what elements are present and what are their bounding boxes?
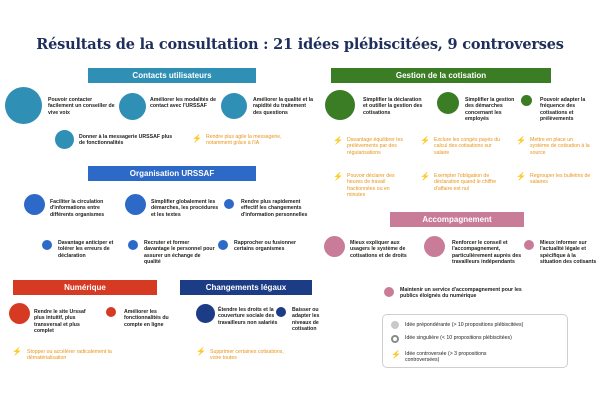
idea-text: Améliorer la qualité et la rapidité du traitement des questions (253, 97, 313, 116)
idea-bubble-small (106, 307, 116, 317)
idea-bubble-small (524, 240, 534, 250)
idea-text: Étendre les droits et la couverture sociale des travailleurs non salariés (218, 307, 278, 326)
band-gestion: Gestion de la cotisation (331, 68, 551, 83)
idea-text: Maintenir un service d'accompagnement pour les publics éloignés du numérique (400, 287, 522, 300)
idea-text: Renforcer le conseil et l'accompagnement, particulièrement auprès des travailleurs indépendants (452, 240, 522, 265)
filled-circle-icon (391, 321, 399, 329)
idea-text: Pouvoir contacter facilement un conseiller de vive voix (48, 97, 115, 116)
idea-bubble-large (325, 90, 355, 120)
idea-text: Rendre plus rapidement effectif les changements d'information personnelles (241, 199, 308, 218)
legend-label: Idée controversée (> 3 propositions controversées) (405, 351, 487, 363)
lightning-icon: ⚡ (391, 350, 401, 359)
band-legal: Changements légaux (180, 280, 312, 295)
idea-bubble-small (384, 287, 394, 297)
idea-bubble-medium (437, 92, 459, 114)
idea-bubble-medium (125, 194, 146, 215)
idea-bubble-medium (24, 194, 45, 215)
controversy-text: Regrouper les bulletins de salaires (530, 173, 591, 186)
controversy-text: Supprimer certaines cotisations, voire toutes (210, 349, 284, 362)
lightning-icon: ⚡ (196, 347, 206, 356)
controversy-text: Pouvoir déclarer des heures de travail fractionnées ou en minutes (347, 173, 395, 198)
idea-text: Mieux informer sur l'actualité légale et spécifique à la situation des cotisants (540, 240, 597, 265)
lightning-icon: ⚡ (516, 172, 526, 181)
idea-bubble-large (5, 87, 42, 124)
idea-bubble-small (42, 240, 52, 250)
controversy-text: Exempter l'obligation de déclaration quand le chiffre d'affaire est nul (434, 173, 497, 192)
controversy-text: Stopper ou accélérer radicalement la dématérialisation (27, 349, 112, 362)
idea-bubble-small (128, 240, 138, 250)
lightning-icon: ⚡ (333, 172, 343, 181)
band-organisation: Organisation URSSAF (88, 166, 256, 181)
controversy-text: Rendre plus agile la messagerie, notamment grâce à l'IA (206, 134, 282, 147)
idea-bubble-small (276, 307, 286, 317)
controversy-text: Exclure les congés payés du calcul des cotisations sur salaire (434, 137, 501, 156)
idea-bubble-medium (55, 130, 74, 149)
idea-bubble-small (218, 240, 228, 250)
band-contacts: Contacts utilisateurs (88, 68, 256, 83)
controversy-text: Davantage équilibrer les prélèvements par des régularisations (347, 137, 403, 156)
idea-text: Donner à la messagerie URSSAF plus de fonctionnalités (79, 134, 173, 147)
legend-label: Idée prépondérante (> 10 propositions plébiscitées) (405, 322, 524, 328)
idea-bubble-medium (196, 304, 215, 323)
idea-bubble-large (221, 93, 247, 119)
legend-box (382, 314, 568, 368)
idea-text: Recruter et former davantage le personnel pour assurer un échange de qualité (144, 240, 215, 265)
idea-bubble-medium (9, 303, 30, 324)
lightning-icon: ⚡ (420, 172, 430, 181)
idea-text: Simplifier globalement les démarches, les procédures et les textes (151, 199, 219, 218)
idea-text: Mieux expliquer aux usagers le système de cotisations et de droits (350, 240, 407, 259)
idea-bubble-medium (324, 236, 345, 257)
lightning-icon: ⚡ (333, 136, 343, 145)
idea-bubble-large (119, 93, 146, 120)
idea-text: Rapprocher ou fusionner certains organismes (234, 240, 296, 253)
idea-text: Faciliter la circulation d'informations entre différents organismes (50, 199, 105, 218)
idea-text: Améliorer les fonctionnalités du compte en ligne (124, 309, 169, 328)
legend-label: Idée singulière (< 10 propositions plébiscitées) (405, 335, 512, 341)
band-numerique: Numérique (13, 280, 157, 295)
idea-text: Rendre le site Urssaf plus intuitif, plus transversal et plus complet (34, 309, 86, 334)
legend-item (391, 335, 515, 343)
idea-text: Simplifier la gestion des démarches concernant les employés (465, 97, 515, 122)
lightning-icon: ⚡ (516, 136, 526, 145)
idea-text: Baisser ou adapter les niveaux de cotisation (292, 307, 320, 332)
idea-bubble-small (224, 199, 234, 209)
idea-bubble-small (521, 95, 532, 106)
page-title: Résultats de la consultation : 21 idées plébiscitées, 9 controverses (36, 36, 564, 53)
legend-item (391, 321, 523, 329)
band-accompagnement: Accompagnement (390, 212, 524, 227)
idea-text: Pouvoir adapter la fréquence des cotisations et prélèvements (540, 97, 586, 122)
idea-text: Davantage anticiper et tolérer les erreurs de déclaration (58, 240, 114, 259)
small-circle-icon (391, 335, 399, 343)
lightning-icon: ⚡ (192, 134, 202, 143)
legend-item (391, 351, 515, 363)
idea-bubble-medium (424, 236, 445, 257)
controversy-text: Mettre en place un système de cotisation à la source (530, 137, 590, 156)
idea-text: Simplifier la déclaration et outiller la gestion des cotisations (363, 97, 423, 116)
lightning-icon: ⚡ (12, 347, 22, 356)
lightning-icon: ⚡ (420, 136, 430, 145)
idea-text: Améliorer les modalités de contact avec l'URSSAF (150, 97, 217, 110)
